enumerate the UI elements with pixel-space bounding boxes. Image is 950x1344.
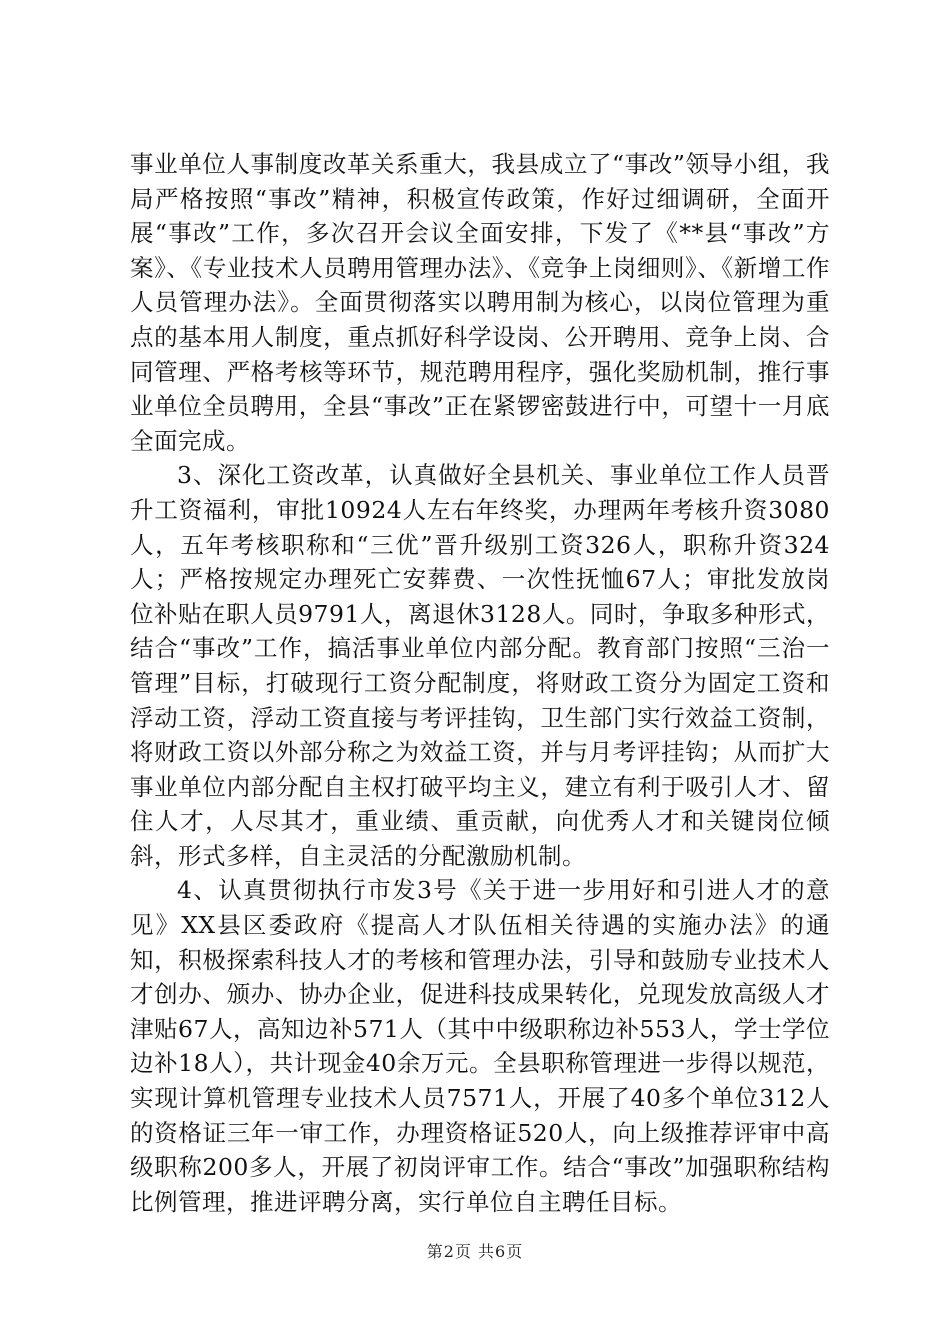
document-body: [130, 147, 830, 1219]
paragraph-salary-reform: 3、深化工资改革，认真做好全县机关、事业单位工作人员晋升工资福利，审批10924人左右年终奖，办理两年考核升资3080人，五年考核职称和“三优”晋升级别工资326人，职称升资324人；严格按规定办理死亡安葬费、一次性抚恤67人；审批发放岗位补贴在职人员9791人，离退休3128人。同时，争取多种形式，结合“事改”工作，搞活事业单位内部分配。教育部门按照“三治一管理”目标，打破现行工资分配制度，将财政工资分为固定工资和浮动工资，浮动工资直接与考评挂钩，卫生部门实行效益工资制，将财政工资以外部分称之为效益工资，并与月考评挂钩；从而扩大事业单位内部分配自主权打破平均主义，建立有利于吸引人才、留住人才，人尽其才，重业绩、重贡献，向优秀人才和关键岗位倾斜，形式多样，自主灵活的分配激励机制。: [130, 461, 830, 870]
page-number-footer: 第2页 共6页: [426, 1242, 524, 1261]
paragraph-reform-continuation: 事业单位人事制度改革关系重大，我县成立了“事改”领导小组，我局严格按照“事改”精神，积极宣传政策，作好过细调研，全面开展“事改”工作，多次召开会议全面安排，下发了《**县“事改”方案》、《专业技术人员聘用管理办法》、《竞争上岗细则》、《新增工作人员管理办法》。全面贯彻落实以聘用制为核心，以岗位管理为重点的基本用人制度，重点抓好科学设岗、公开聘用、竞争上岗、合同管理、严格考核等环节，规范聘用程序，强化奖励机制，推行事业单位全员聘用，全县“事改”正在紧锣密鼓进行中，可望十一月底全面完成。: [130, 150, 830, 455]
paragraph-talent-policy: 4、认真贯彻执行市发3号《关于进一步用好和引进人才的意见》XX县区委政府《提高人才队伍相关待遇的实施办法》的通知，积极探索科技人才的考核和管理办法，引导和鼓励专业技术人才创办、颁办、协办企业，促进科技成果转化，兑现发放高级人才津贴67人，高知边补571人（其中中级职称边补553人，学士学位边补18人），共计现金40余万元。全县职称管理进一步得以规范，实现计算机管理专业技术人员7571人，开展了40多个单位312人的资格证三年一审工作，办理资格证520人，向上级推荐评审中高级职称200多人，开展了初岗评审工作。结合“事改”加强职称结构比例管理，推进评聘分离，实行单位自主聘任目标。: [130, 876, 830, 1216]
